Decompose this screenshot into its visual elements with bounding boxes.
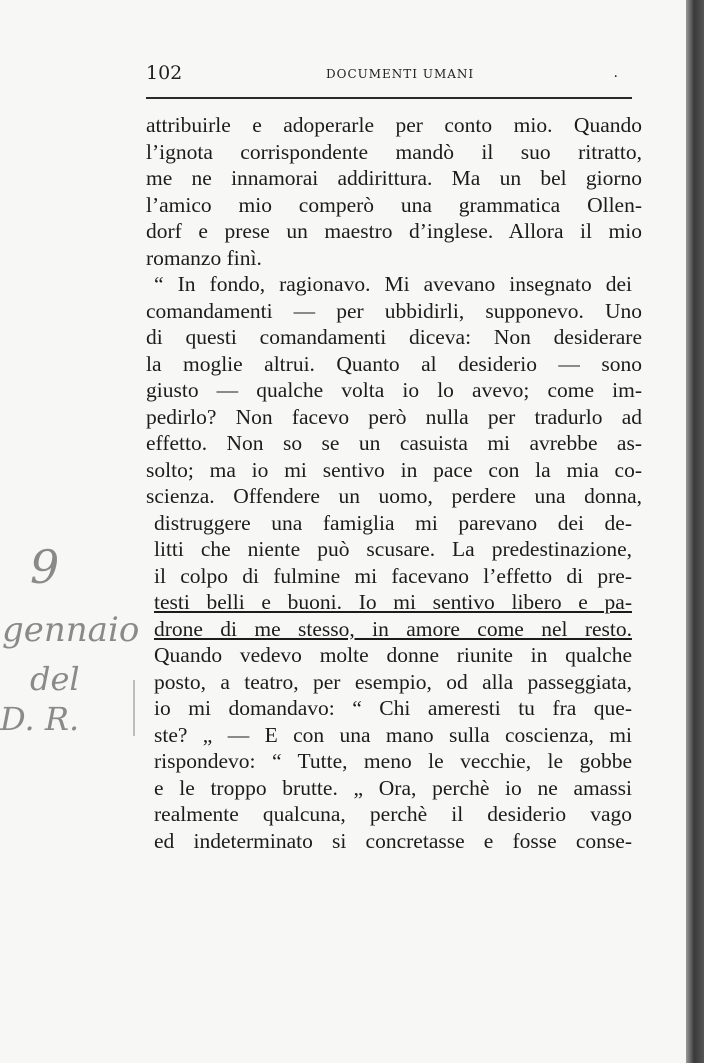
text-line: testi belli e buoni. Io mi sentivo libero e pa-	[154, 590, 632, 614]
marginalia-line: D. R.	[0, 700, 80, 738]
text-line: l’amico mio comperò una grammatica Ollen-	[146, 192, 642, 217]
text-line: scienza. Offendere un uomo, perdere una donna,	[146, 484, 642, 508]
text-line: effetto. Non so se un casuista mi avrebbe as-	[146, 431, 642, 455]
page-header	[146, 58, 632, 92]
text-line: pedirlo? Non facevo però nulla per tradurlo ad	[146, 404, 642, 429]
marginalia-line: 9	[30, 540, 60, 594]
text-line: ste? „ — E con una mano sulla coscienza, mi	[154, 722, 632, 747]
text-line: io mi domandavo: “ Chi ameresti tu fra que-	[154, 696, 632, 720]
margin-mark	[133, 680, 135, 736]
text-line: romanzo finì.	[146, 245, 262, 270]
text-line: distruggere una famiglia mi parevano dei de-	[154, 510, 632, 535]
page-number: 102	[146, 62, 183, 84]
page-edge-shadow	[686, 0, 704, 1063]
text-line: rispondevo: “ Tutte, meno le vecchie, le gobbe	[154, 749, 632, 773]
text-line: il colpo di fulmine mi facevano l’effetto di pre-	[154, 563, 632, 588]
header-rule	[146, 97, 632, 99]
header-dot: .	[613, 65, 618, 81]
text-line: e le troppo brutte. „ Ora, perchè io ne amassi	[154, 775, 632, 800]
text-line: Quando vedevo molte donne riunite in qualche	[154, 643, 632, 667]
text-line: la moglie altrui. Quanto al desiderio — sono	[146, 351, 642, 376]
text-line: posto, a teatro, per esempio, od alla passeggiata,	[154, 669, 632, 694]
text-line: “ In fondo, ragionavo. Mi avevano insegnato dei	[154, 272, 632, 296]
text-line: dorf e prese un maestro d’inglese. Allora il mio	[146, 219, 642, 243]
marginalia-line: del	[30, 660, 80, 698]
text-line: ed indeterminato si concretasse e fosse conse-	[154, 828, 632, 853]
text-line: comandamenti — per ubbidirli, supponevo. Uno	[146, 298, 642, 323]
text-line: l’ignota corrispondente mandò il suo ritratto,	[146, 139, 642, 164]
text-line: me ne innamorai addirittura. Ma un bel giorno	[146, 166, 642, 190]
text-line: drone di me stesso, in amore come nel resto.	[154, 616, 632, 641]
text-line: di questi comandamenti diceva: Non desiderare	[146, 325, 642, 349]
text-line: realmente qualcuna, perchè il desiderio vago	[154, 802, 632, 826]
body-text	[146, 112, 642, 854]
text-line: litti che niente può scusare. La predestinazione,	[154, 537, 632, 561]
handwritten-marginalia	[0, 540, 140, 760]
text-line: attribuirle e adoperarle per conto mio. Quando	[146, 113, 642, 137]
text-line: solto; ma io mi sentivo in pace con la mia co-	[146, 457, 642, 482]
text-line: giusto — qualche volta io lo avevo; come im-	[146, 378, 642, 402]
marginalia-line: gennaio	[2, 610, 140, 650]
running-title: DOCUMENTI UMANI	[326, 67, 475, 81]
